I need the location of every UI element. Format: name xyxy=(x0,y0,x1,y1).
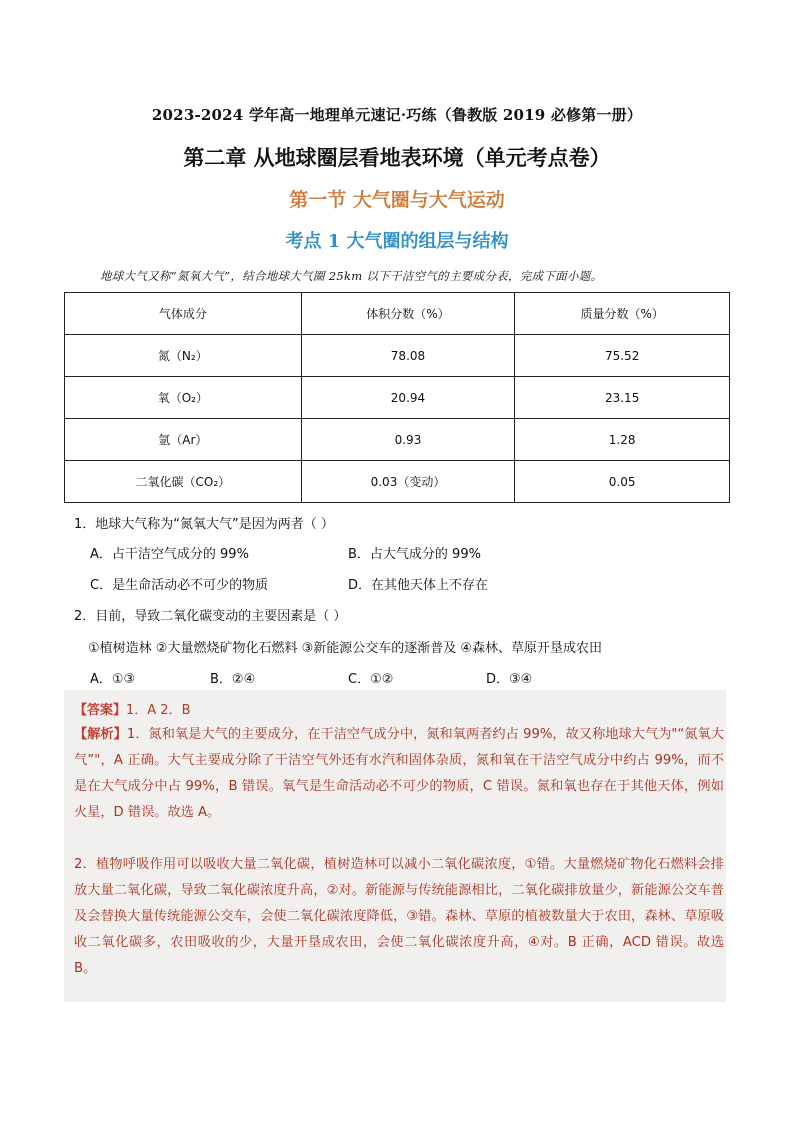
analysis-text-1: 1．氮和氧是大气的主要成分，在干洁空气成分中，氮和氧两者约占 99%，故又称地球大气为"“氮氧大气”"，A 正确。大气主要成分除了干洁空气外还有水汽和固体杂质，氮和氧在干洁空气成分中约占 99%，而不是在大气成分中占 99%，B 错误。氧气是生命活动必不可少的物质，C 错误。氮和氧也存在于其他天体，例如火星，D 错误。故选 A。 xyxy=(74,727,724,820)
table-header-row xyxy=(65,293,730,335)
table-cell: 23.15 xyxy=(515,377,730,419)
table-cell: 氮（N₂） xyxy=(65,335,302,377)
answer-tag: 【答案】 xyxy=(74,703,127,718)
keypoint-title: 考点 1 大气圈的组层与结构 xyxy=(285,231,509,252)
question-2-option-a[interactable]: A．①③ xyxy=(90,672,136,687)
question-2-option-d[interactable]: D．③④ xyxy=(486,672,533,687)
question-2-option-b[interactable]: B．②④ xyxy=(210,672,256,687)
air-composition-table xyxy=(64,292,730,503)
question-1-stem: 1．地球大气称为“氮氧大气”是因为两者（ ） xyxy=(74,517,334,532)
table-row xyxy=(65,377,730,419)
table-cell: 0.93 xyxy=(301,419,515,461)
question-1-option-d[interactable]: D．在其他天体上不存在 xyxy=(348,578,489,593)
analysis-paragraph-1 xyxy=(74,722,724,826)
table-cell: 二氧化碳（CO₂） xyxy=(65,461,302,503)
question-2-stem: 2．目前，导致二氧化碳变动的主要因素是（ ） xyxy=(74,609,347,624)
answer-line xyxy=(74,699,191,718)
analysis-tag: 【解析】 xyxy=(74,727,127,742)
question-intro: 地球大气又称“氮氧大气”，结合地球大气圈 25km 以下干洁空气的主要成分表，完成下面小题。 xyxy=(100,269,603,283)
table-header-cell: 气体成分 xyxy=(65,293,302,335)
chapter-title: 第二章 从地球圈层看地表环境（单元考点卷） xyxy=(183,145,611,170)
table-cell: 75.52 xyxy=(515,335,730,377)
table-header-cell: 质量分数（%） xyxy=(515,293,730,335)
question-1-option-b[interactable]: B．占大气成分的 99% xyxy=(348,547,481,562)
table-row xyxy=(65,419,730,461)
table-cell: 氩（Ar） xyxy=(65,419,302,461)
question-2-option-c[interactable]: C．①② xyxy=(348,672,394,687)
table-cell: 20.94 xyxy=(301,377,515,419)
table-cell: 1.28 xyxy=(515,419,730,461)
table-cell: 氧（O₂） xyxy=(65,377,302,419)
table-cell: 0.03（变动） xyxy=(301,461,515,503)
table-cell: 0.05 xyxy=(515,461,730,503)
series-title: 2023-2024 学年高一地理单元速记·巧练（鲁教版 2019 必修第一册） xyxy=(151,106,643,124)
table-cell: 78.08 xyxy=(301,335,515,377)
answer-text: 1．A 2．B xyxy=(126,703,191,718)
question-1-option-c[interactable]: C．是生命活动必不可少的物质 xyxy=(90,578,269,593)
table-header-cell: 体积分数（%） xyxy=(301,293,515,335)
table-row xyxy=(65,461,730,503)
section-title: 第一节 大气圈与大气运动 xyxy=(289,189,505,211)
table-row xyxy=(65,335,730,377)
question-2-factors: ①植树造林 ②大量燃烧矿物化石燃料 ③新能源公交车的逐渐普及 ④森林、草原开垦成农田 xyxy=(88,641,603,656)
analysis-paragraph-2: 2．植物呼吸作用可以吸收大量二氧化碳，植树造林可以减小二氧化碳浓度，①错。大量燃烧矿物化石燃料会排放大量二氧化碳，导致二氧化碳浓度升高，②对。新能源与传统能源相比，二氧化碳排放量少，新能源公交车普及会替换大量传统能源公交车，会使二氧化碳浓度降低，③错。森林、草原的植被数量大于农田，森林、草原吸收二氧化碳多，农田吸收的少，大量开垦成农田，会使二氧化碳浓度升高，④对。B 正确，ACD 错误。故选 B。 xyxy=(74,857,724,976)
question-1-option-a[interactable]: A．占干洁空气成分的 99% xyxy=(90,547,249,562)
